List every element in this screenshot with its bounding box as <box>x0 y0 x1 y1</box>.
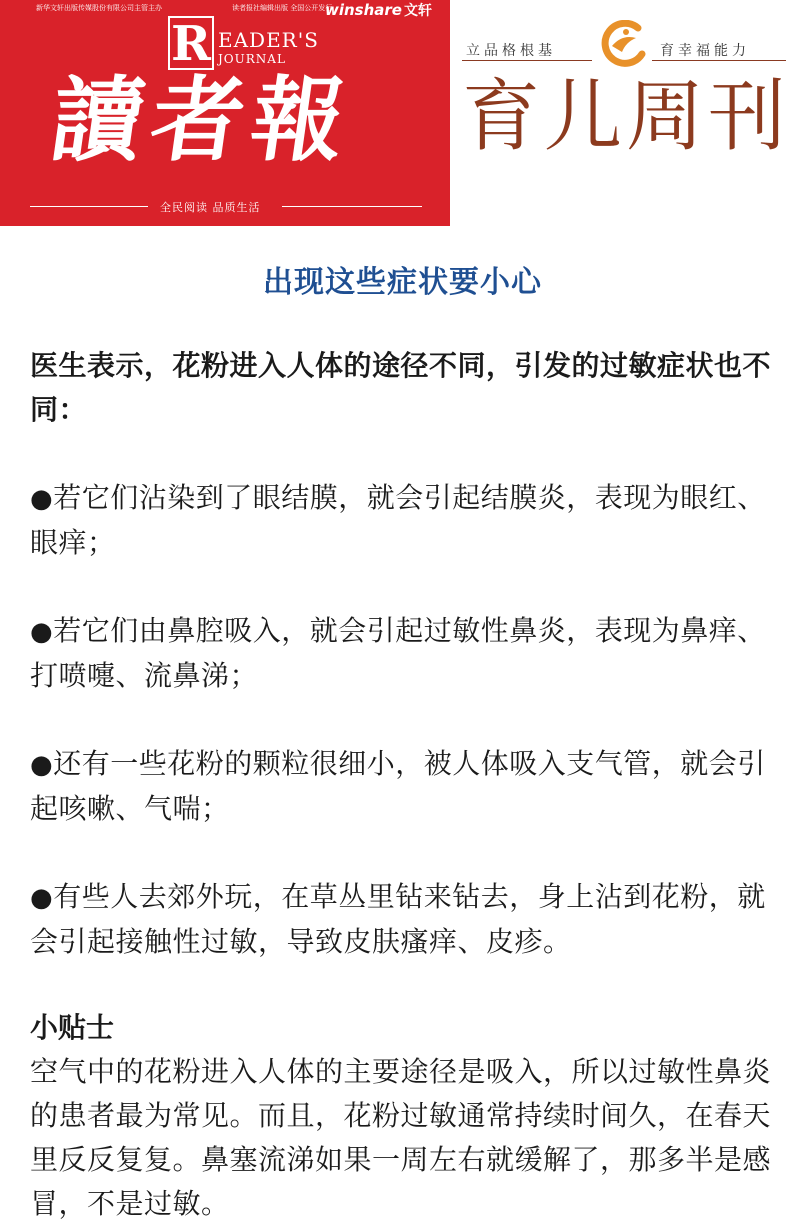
list-item-text: 若它们由鼻腔吸入，就会引起过敏性鼻炎，表现为鼻痒、打喷嚏、流鼻涕； <box>30 614 766 692</box>
list-item-text: 若它们沾染到了眼结膜，就会引起结膜炎，表现为眼红、眼痒； <box>30 481 766 559</box>
publisher-line-left: 新华文轩出版传媒股份有限公司主管主办 <box>36 4 162 12</box>
article-title: 出现这些症状要小心 <box>263 265 542 300</box>
readers-journal-banner <box>0 0 450 226</box>
article <box>30 256 775 1226</box>
list-item <box>30 476 775 565</box>
symptom-list <box>30 476 775 964</box>
masthead <box>0 0 800 226</box>
list-item-text: 还有一些花粉的颗粒很细小，被人体吸入支气管，就会引起咳嗽、气喘； <box>30 747 766 825</box>
brand-calligraphy: 讀者報 <box>44 66 360 174</box>
winshare-logo-en: winshare <box>325 1 402 19</box>
list-item <box>30 609 775 698</box>
readers-journal-logo-r: R <box>168 16 214 70</box>
motto-right: 育幸福能力 <box>660 43 750 59</box>
slogan-divider-left <box>30 206 148 207</box>
slogan: 全民阅读 品质生活 <box>160 201 261 214</box>
motto-left: 立品格根基 <box>466 43 556 59</box>
list-item-text: 有些人去郊外玩，在草丛里钻来钻去，身上沾到花粉，就会引起接触性过敏，导致皮肤瘙痒、皮疹。 <box>30 880 766 958</box>
slogan-divider-right <box>282 206 422 207</box>
motto-underline-right <box>652 60 786 61</box>
tips-body: 空气中的花粉进入人体的主要途径是吸入，所以过敏性鼻炎的患者最为常见。而且，花粉过敏通常持续时间久，在春天里反反复复。鼻塞流涕如果一周左右就缓解了，那多半是感冒，不是过敏。 <box>30 1055 772 1220</box>
winshare-logo-cn: 文轩 <box>403 3 432 19</box>
list-item <box>30 875 775 964</box>
readers-journal-logo-journal: JOURNAL <box>218 52 286 66</box>
weekly-title: 育儿周刊 <box>462 72 791 162</box>
readers-journal-logo <box>168 14 319 74</box>
list-item <box>30 742 775 831</box>
publisher-line-right: 读者报社编辑出版 全国公开发行 <box>232 4 333 12</box>
bullet-icon: ● <box>30 484 54 514</box>
bullet-icon: ● <box>30 750 54 780</box>
article-intro: 医生表示，花粉进入人体的途径不同，引发的过敏症状也不同： <box>30 349 772 426</box>
bullet-icon: ● <box>30 883 54 913</box>
motto-underline-left <box>462 60 592 61</box>
tips-heading: 小贴士 <box>30 1011 115 1044</box>
bullet-icon: ● <box>30 617 54 647</box>
readers-journal-logo-eaders: EADER'S <box>218 28 319 52</box>
sun-bird-logo-icon <box>598 20 650 70</box>
winshare-logo <box>325 0 432 20</box>
